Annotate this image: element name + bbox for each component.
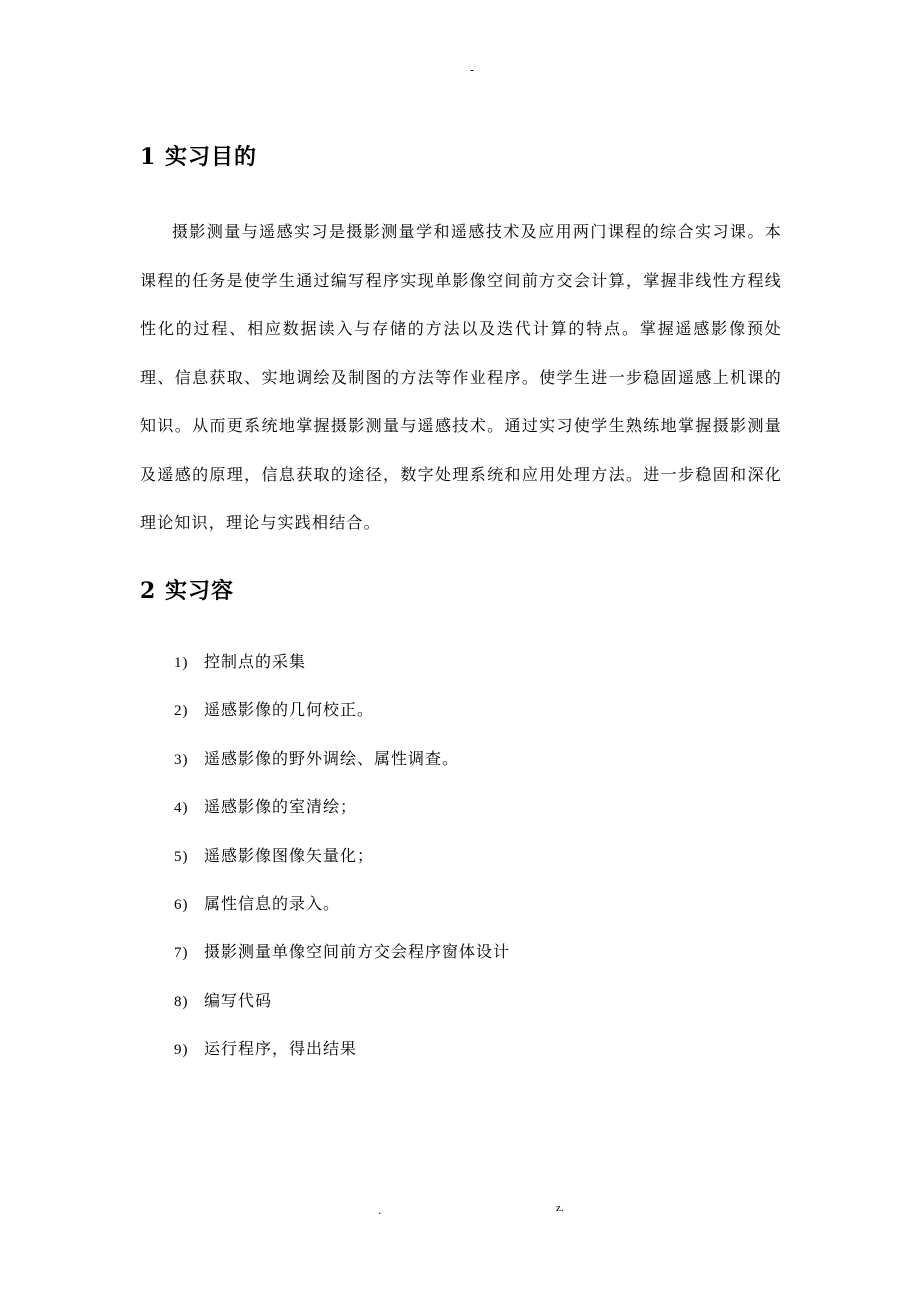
list-item-number: 2) bbox=[174, 703, 189, 720]
list-item bbox=[174, 648, 510, 696]
list-item-text: 遥感影像图像矢量化； bbox=[204, 845, 375, 865]
list-item-text: 摄影测量单像空间前方交会程序窗体设计 bbox=[204, 942, 511, 962]
section-title-content: 2 实习容 bbox=[140, 578, 234, 604]
header-mark: - bbox=[469, 63, 475, 77]
list-item-number: 6) bbox=[174, 896, 189, 913]
footer-mark-left: . bbox=[378, 1204, 382, 1217]
list-item-number: 5) bbox=[174, 848, 189, 865]
list-item bbox=[174, 696, 510, 744]
list-item bbox=[174, 987, 510, 1035]
list-item bbox=[174, 745, 510, 793]
list-item-text: 遥感影像的室清绘； bbox=[204, 797, 358, 817]
section-title-purpose: 1 实习目的 bbox=[140, 144, 257, 170]
list-item-number: 4) bbox=[174, 800, 189, 817]
list-item-number: 7) bbox=[174, 945, 189, 962]
list-item-text: 编写代码 bbox=[204, 990, 273, 1010]
list-item-text: 遥感影像的野外调绘、属性调查。 bbox=[204, 748, 460, 768]
footer-mark-right: z. bbox=[556, 1202, 564, 1214]
list-item-text: 运行程序，得出结果 bbox=[204, 1039, 358, 1059]
list-item bbox=[174, 842, 510, 890]
list-item bbox=[174, 938, 510, 986]
list-item-number: 8) bbox=[174, 993, 189, 1010]
list-item-text: 属性信息的录入。 bbox=[204, 893, 341, 913]
list-item-number: 1) bbox=[174, 655, 189, 671]
list-item-text: 遥感影像的几何校正。 bbox=[204, 700, 375, 720]
content-list bbox=[174, 648, 510, 1084]
list-item-number: 3) bbox=[174, 751, 189, 768]
purpose-paragraph: 摄影测量与遥感实习是摄影测量学和遥感技术及应用两门课程的综合实习课。本课程的任务是使学生通过编写程序实现单影像空间前方交会计算，掌握非线性方程线性化的过程、相应数据读入与存储的方法以及迭代计算的特点。掌握遥感影像预处理、信息获取、实地调绘及制图的方法等作业程序。使学生进一步稳固遥感上机课的知识。从而更系统地掌握摄影测量与遥感技术。通过实习使学生熟练地掌握摄影测量及遥感的原理，信息获取的途径，数字处理系统和应用处理方法。进一步稳固和深化理论知识，理论与实践相结合。 bbox=[140, 222, 782, 532]
list-item bbox=[174, 1035, 510, 1083]
list-item-text: 控制点的采集 bbox=[204, 652, 307, 671]
list-item-number: 9) bbox=[174, 1042, 189, 1059]
list-item bbox=[174, 793, 510, 841]
list-item bbox=[174, 890, 510, 938]
